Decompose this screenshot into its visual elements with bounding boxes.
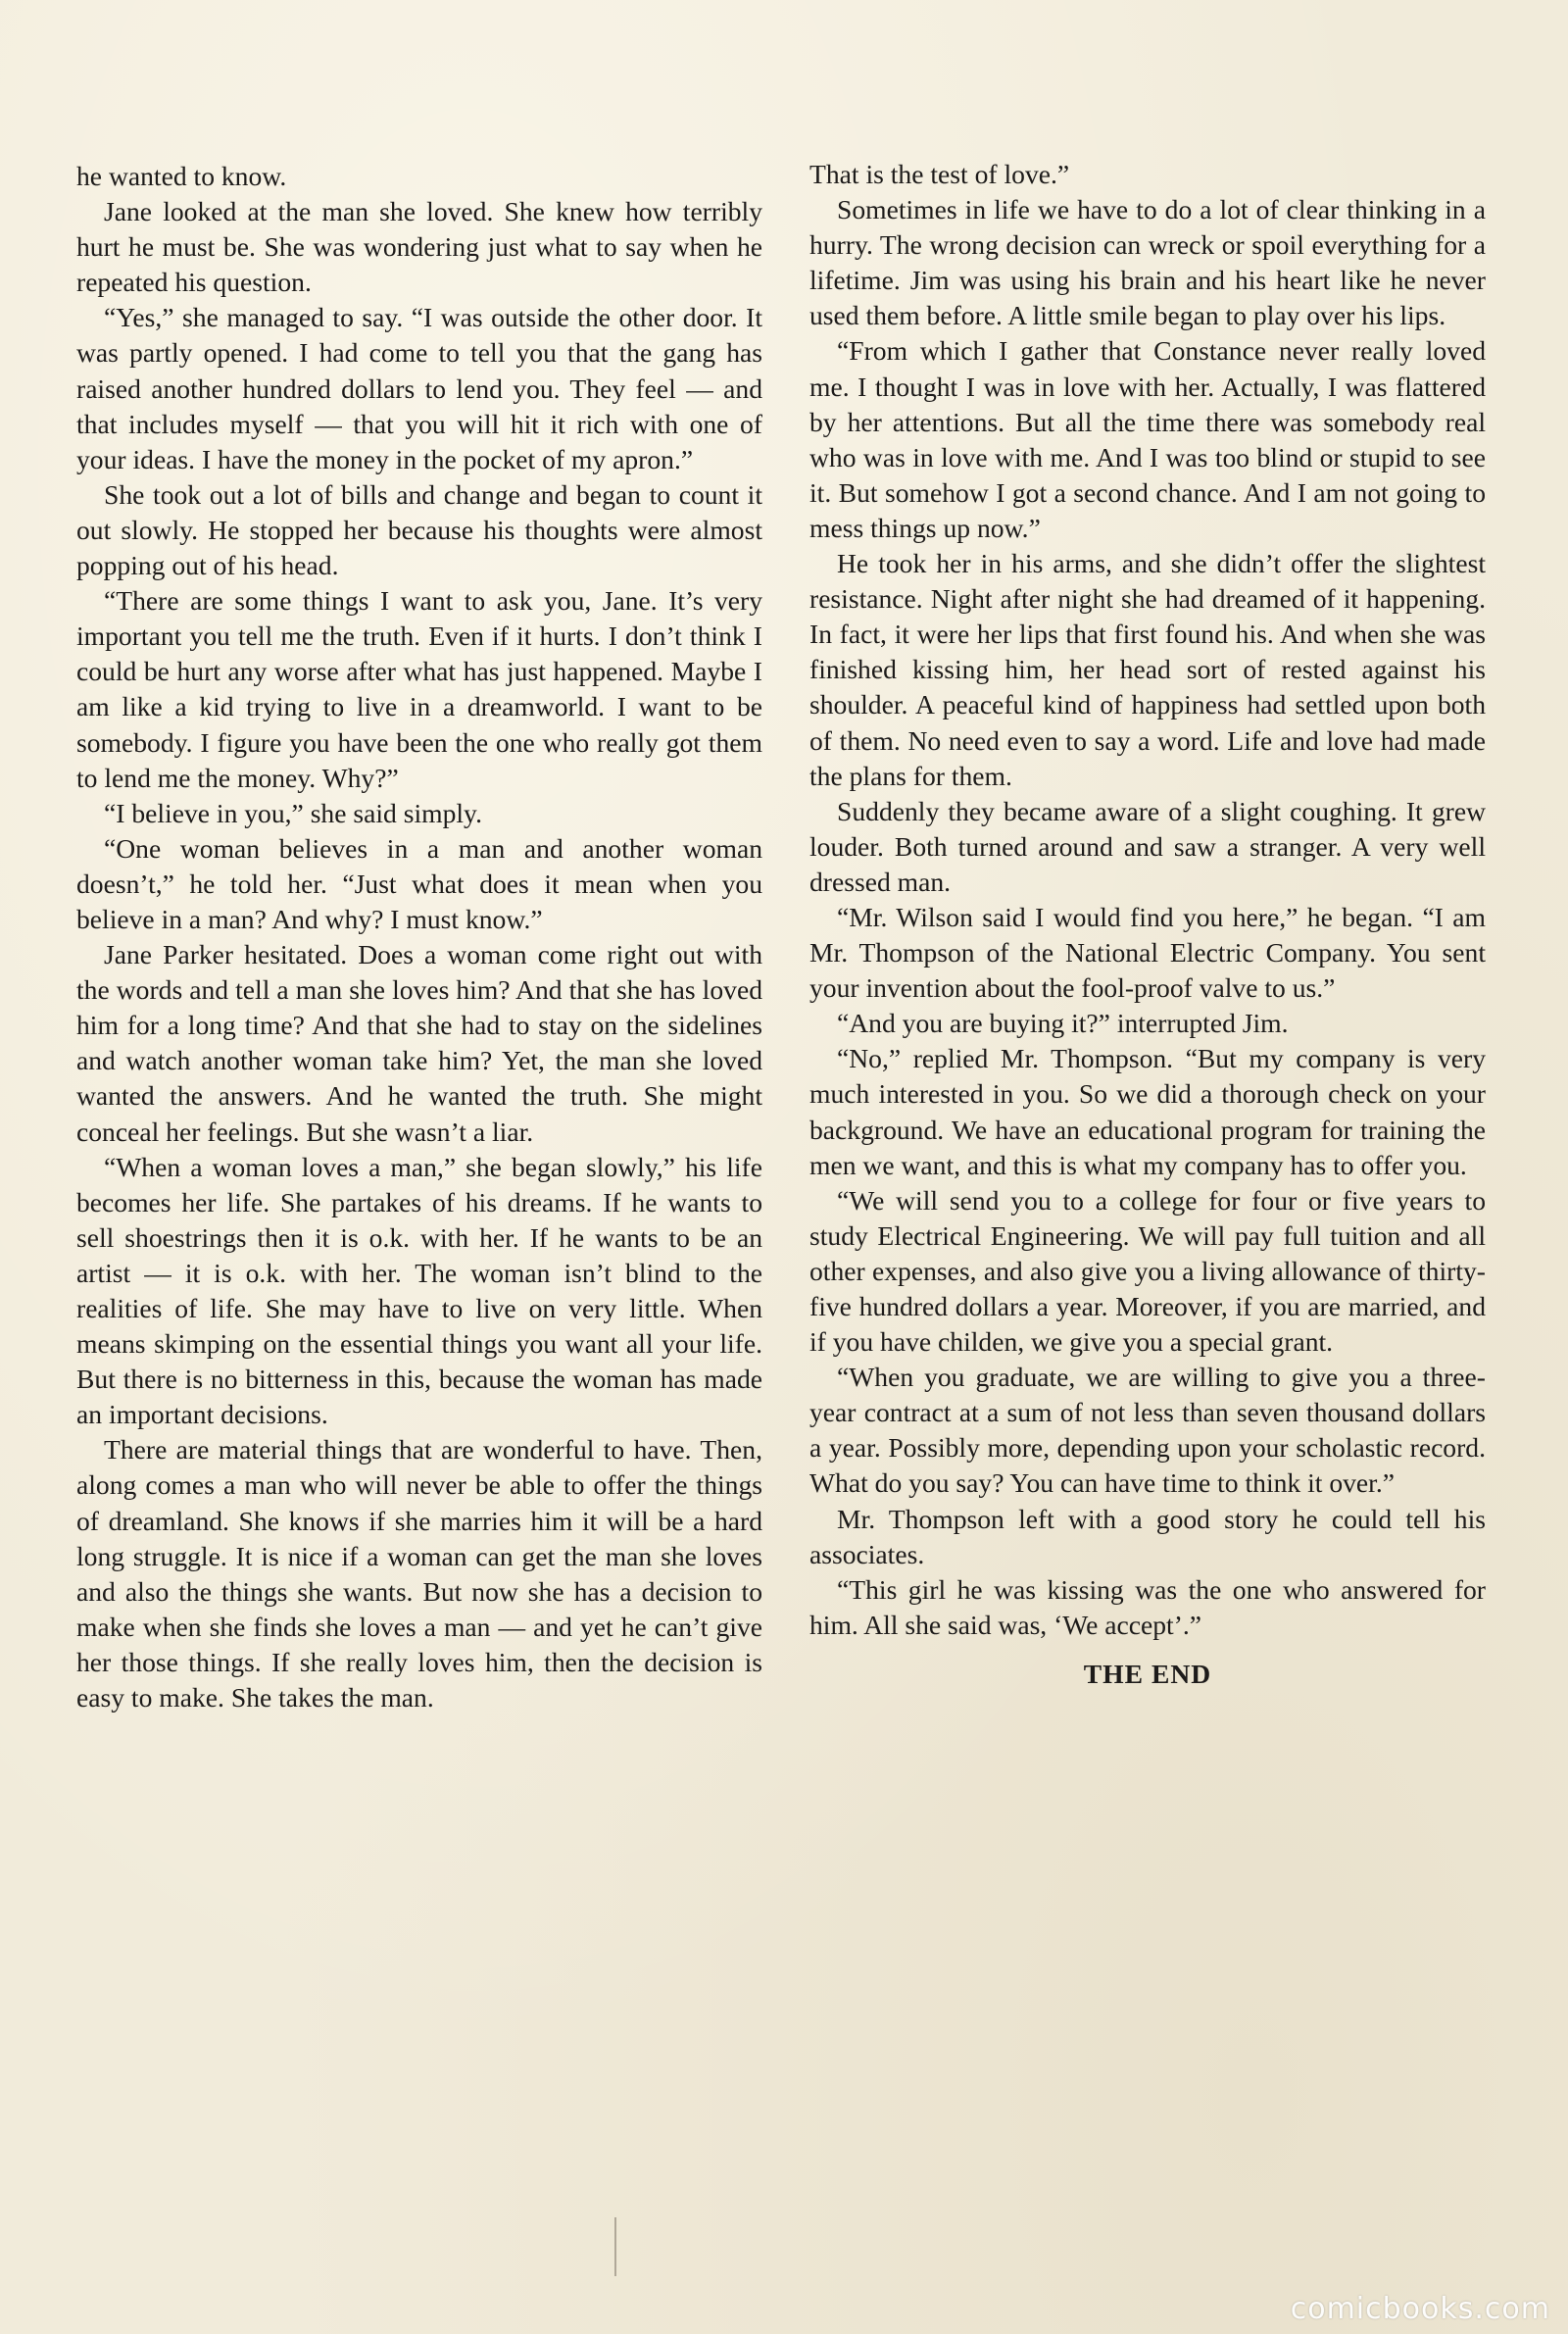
paragraph: Jane Parker hesitated. Does a woman come right out with the words and tell a man she loves him? And that she has loved him for a long time? And that she had to stay on the sidelines and watch another woman take him? Yet, the man she loved wanted the answers. And he wanted the truth. She might conceal her feelings. But she wasn’t a liar. bbox=[76, 939, 762, 1147]
paragraph: “There are some things I want to ask you, Jane. It’s very important you tell me the truth. Even if it hurts. I don’t think I could be hurt any worse after what has just happened. Maybe I am like a kid trying to live in a dreamworld. I want to be somebody. I figure you have been the one who really got them to lend me the money. Why?” bbox=[76, 585, 762, 793]
site-watermark: comicbooks.com bbox=[1290, 2292, 1550, 2326]
paragraph: “When you graduate, we are willing to give you a three-year contract at a sum of not less than seven thousand dollars a year. Possibly more, depending upon your scholastic record. What do you say? You can have time to think it over.” bbox=[809, 1362, 1486, 1499]
paragraph: “Mr. Wilson said I would find you here,” he began. “I am Mr. Thompson of the National Electric Company. You sent your invention about the fool-proof valve to us.” bbox=[809, 901, 1486, 1004]
paragraph: “From which I gather that Constance never really loved me. I thought I was in love with her. Actually, I was flattered by her attentions. But all the time there was somebody real who was in love with me. And I was too blind or stupid to see it. But somehow I got a second chance. And I am not going to mess things up now.” bbox=[809, 335, 1486, 543]
right-text-column bbox=[809, 157, 1486, 1692]
paragraph: “This girl he was kissing was the one who answered for him. All she said was, ‘We accept’.” bbox=[809, 1573, 1486, 1640]
paragraph: “When a woman loves a man,” she began slowly,” his life becomes her life. She partakes of his dreams. If he wants to sell shoestrings then it is o.k. with her. If he wants to be an artist — it is o.k. with her. The woman isn’t blind to the realities of life. She may have to live on very little. When means skimping on the essential things you want all your life. But there is no bitterness in this, because the woman has made an important decisions. bbox=[76, 1151, 762, 1430]
paragraph: He took her in his arms, and she didn’t offer the slightest resistance. Night after night she had dreamed of it happening. In fact, it were her lips that first found his. And when she was finished kissing him, her head sort of rested against his shoulder. A peaceful kind of happiness had settled upon both of them. No need even to say a word. Life and love had made the plans for them. bbox=[809, 548, 1486, 791]
paragraph: “I believe in you,” she said simply. bbox=[104, 797, 482, 828]
left-text-column bbox=[76, 159, 762, 1715]
page-gutter-mark bbox=[614, 2217, 616, 2276]
paragraph: “We will send you to a college for four or five years to study Electrical Engineering. We will pay full tuition and all other expenses, and also give you a living allowance of thirty-five hundred dollars a year. Moreover, if you are married, and if you have childen, we give you a special grant. bbox=[809, 1184, 1486, 1358]
paragraph: That is the test of love.” bbox=[809, 159, 1070, 189]
paragraph: There are material things that are wonderful to have. Then, along comes a man who will never be able to offer the things of dreamland. She knows if she marries him it will be a hard long struggle. It is nice if a woman can get the man she loves and also the things she wants. But now she has a decision to make when she finds she loves a man — and yet he can’t give her those things. If she really loves him, then the decision is easy to make. She takes the man. bbox=[76, 1434, 762, 1713]
paragraph: Mr. Thompson left with a good story he could tell his associates. bbox=[809, 1503, 1486, 1569]
paragraph: “And you are buying it?” interrupted Jim. bbox=[837, 1008, 1289, 1039]
paragraph: “One woman believes in a man and another woman doesn’t,” he told her. “Just what does it mean when you believe in a man? And why? I must know.” bbox=[76, 832, 762, 934]
paragraph: Jane looked at the man she loved. She knew how terribly hurt he must be. She was wondering just what to say when he repeated his question. bbox=[76, 196, 762, 298]
paragraph: Suddenly they became aware of a slight coughing. It grew louder. Both turned around and saw a stranger. A very well dressed man. bbox=[809, 795, 1486, 897]
paragraph: “Yes,” she managed to say. “I was outside the other door. It was partly opened. I had come to tell you that the gang has raised another hundred dollars to lend you. They feel — and that includes myself — that you will hit it rich with one of your ideas. I have the money in the pocket of my apron.” bbox=[76, 302, 762, 474]
paragraph: “No,” replied Mr. Thompson. “But my company is very much interested in you. So we did a thorough check on your background. We have an educational program for training the men we want, and this is what my company has to offer you. bbox=[809, 1043, 1486, 1180]
paragraph: he wanted to know. bbox=[76, 161, 287, 191]
paragraph: Sometimes in life we have to do a lot of clear thinking in a hurry. The wrong decision can wreck or spoil everything for a lifetime. Jim was using his brain and his heart like he never used them before. A little smile began to play over his lips. bbox=[809, 194, 1486, 331]
paragraph: She took out a lot of bills and change and began to count it out slowly. He stopped her because his thoughts were almost popping out of his head. bbox=[76, 478, 762, 581]
the-end-label: THE END bbox=[1083, 1658, 1212, 1689]
